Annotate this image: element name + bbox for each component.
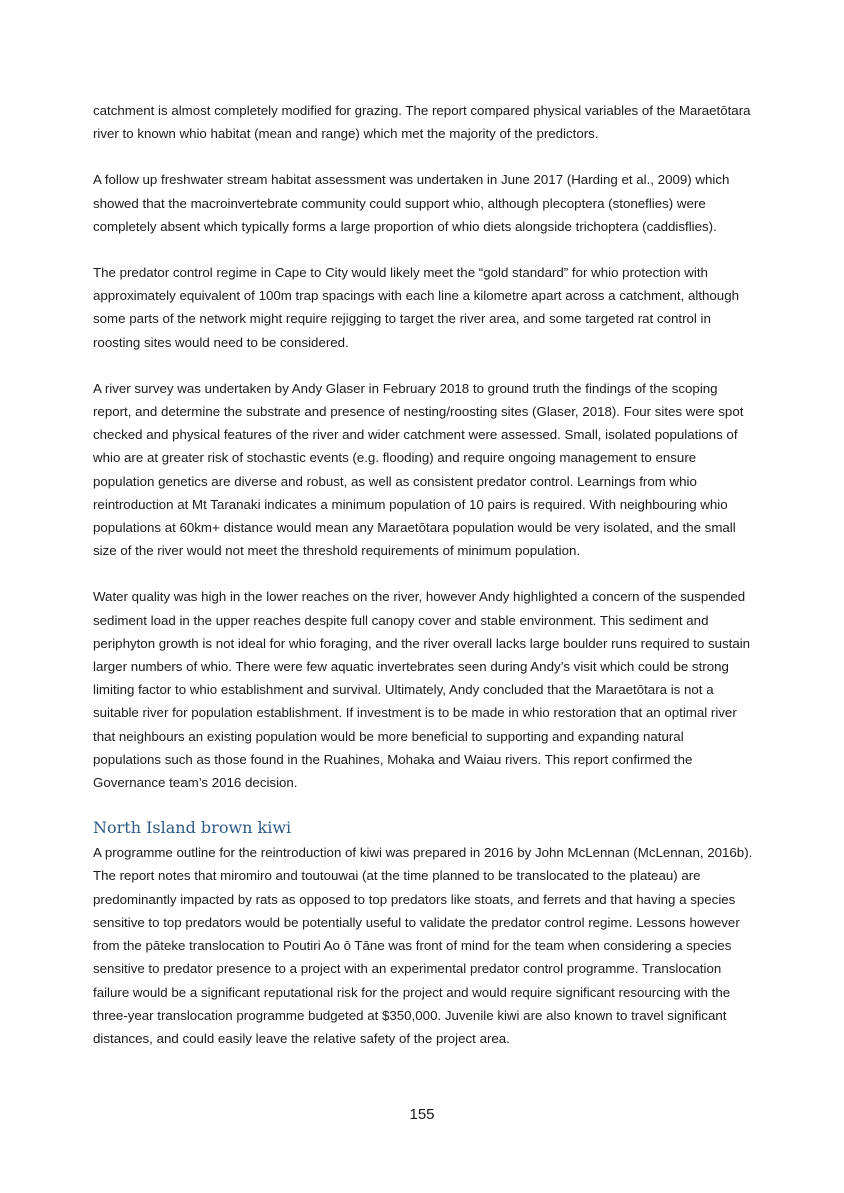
body-paragraph: A river survey was undertaken by Andy Glaser in February 2018 to ground truth the findings of the scoping report, and determine the substrate and presence of nesting/roosting sites (Glaser, 2018). Four sites were spot checked and physical features of the river and wider catchment were assessed. Small, isolated populations of whio are at greater risk of stochastic events (e.g. flooding) and require ongoing management to ensure population genetics are diverse and robust, as well as consistent predator control. Learnings from whio reintroduction at Mt Taranaki indicates a minimum population of 10 pairs is required. With neighbouring whio populations at 60km+ distance would mean any Maraetōtara population would be very isolated, and the small size of the river would not meet the threshold requirements of minimum population. [93, 380, 744, 559]
body-paragraph: Water quality was high in the lower reaches on the river, however Andy highlighted a concern of the suspended sediment load in the upper reaches despite full canopy cover and stable environment. This sediment and periphyton growth is not ideal for whio foraging, and the river overall lacks large boulder runs required to sustain larger numbers of whio. There were few aquatic invertebrates seen during Andy’s visit which could be strong limiting factor to whio establishment and survival. Ultimately, Andy concluded that the Maraetōtara is not a suitable river for population establishment. If investment is to be made in whio restoration that an optimal river that neighbours an existing population would be more beneficial to supporting and expanding natural populations such as those found in the Ruahines, Mohaka and Waiau rivers. This report confirmed the Governance team’s 2016 decision. [93, 589, 751, 791]
page-number: 155 [409, 1106, 435, 1123]
body-paragraph: catchment is almost completely modified for grazing. The report compared physical variables of the Maraetōtara river to known whio habitat (mean and range) which met the majority of the predictors. [93, 103, 751, 142]
section-heading: North Island brown kiwi [93, 818, 292, 838]
body-paragraph: A follow up freshwater stream habitat assessment was undertaken in June 2017 (Harding et al., 2009) which showed that the macroinvertebrate community could support whio, although plecoptera (stoneflies) were completely absent which typically forms a large proportion of whio diets alongside trichoptera (caddisflies). [93, 172, 730, 234]
section-paragraph: A programme outline for the reintroduction of kiwi was prepared in 2016 by John McLennan (McLennan, 2016b). The report notes that miromiro and toutouwai (at the time planned to be translocated to the plateau) are predominantly impacted by rats as opposed to top predators like stoats, and ferrets and that having a species sensitive to top predators would be potentially useful to validate the predator control regime. Lessons however from the pāteke translocation to Poutiri Ao ō Tāne was front of mind for the team when considering a species sensitive to predator presence to a project with an experimental predator control programme. Translocation failure would be a significant reputational risk for the project and would require significant resourcing with the three-year translocation programme budgeted at $350,000. Juvenile kiwi are also known to travel significant distances, and could easily leave the relative safety of the project area. [93, 845, 753, 1046]
body-paragraph: The predator control regime in Cape to City would likely meet the “gold standard” for whio protection with approximately equivalent of 100m trap spacings with each line a kilometre apart across a catchment, although some parts of the network might require rejigging to target the river area, and some targeted rat control in roosting sites would need to be considered. [93, 265, 739, 350]
page-body [93, 99, 753, 1073]
